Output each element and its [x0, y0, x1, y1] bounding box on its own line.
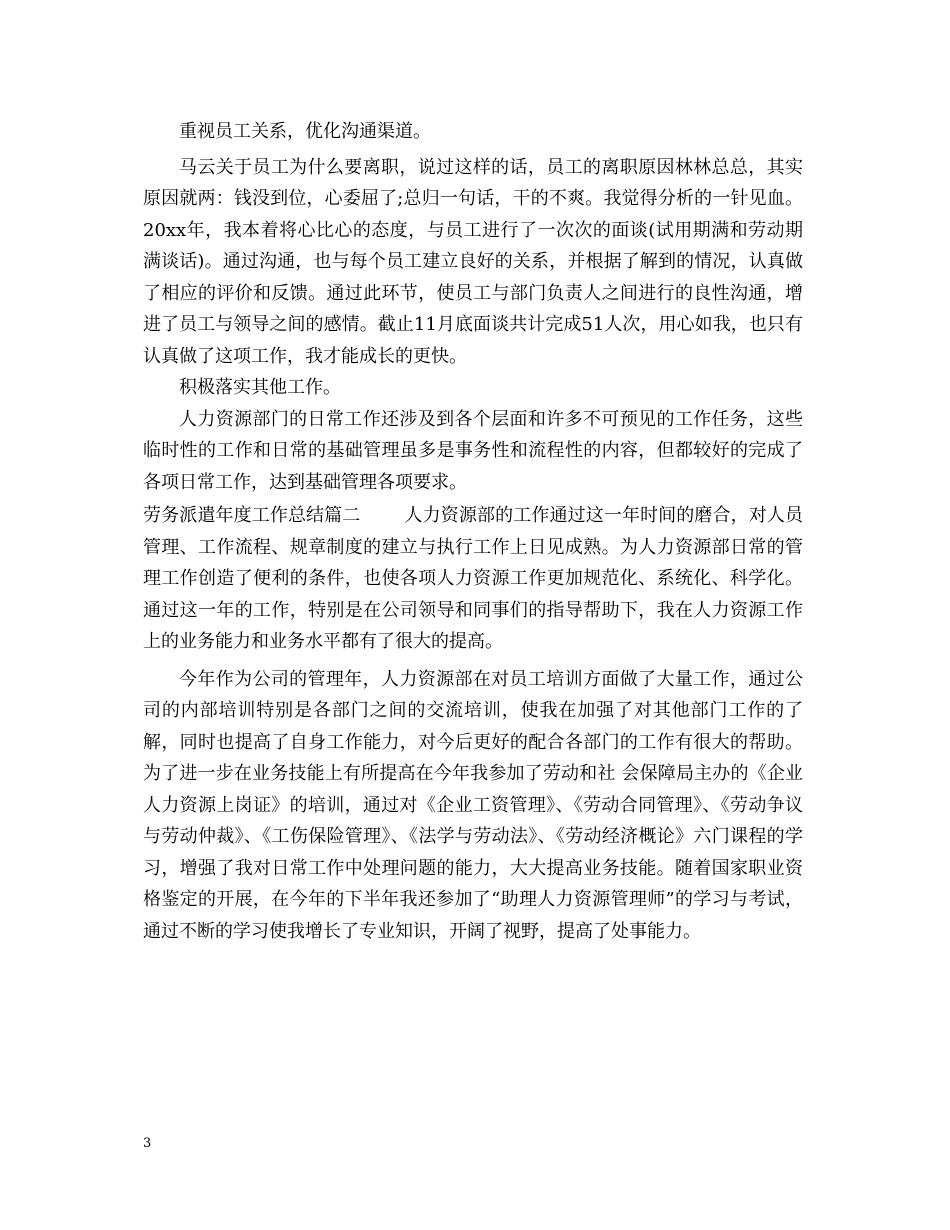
- section-paragraph: [143, 500, 803, 658]
- paragraph-employee-interviews: 马云关于员工为什么要离职，说过这样的话，员工的离职原因林林总总，其实原因就两：钱没到位，心委屈了;总归一句话，干的不爽。我觉得分析的一针见血。20xx年，我本着将心比心的态度，与员工进行了一次次的面谈(试用期满和劳动期满谈话)。通过沟通，也与每个员工建立良好的关系，并根据了解到的情况，认真做了相应的评价和反馈。通过此环节，使员工与部门负责人之间进行的良性沟通，增进了员工与领导之间的感情。截止11月底面谈共计完成51人次，用心如我，也只有认真做了这项工作，我才能成长的更快。: [143, 156, 803, 367]
- paragraph-heading-other-work: 积极落实其他工作。: [179, 377, 341, 398]
- section-title: 劳务派遣年度工作总结篇二: [143, 505, 361, 526]
- paragraph-training: 今年作为公司的管理年，人力资源部在对员工培训方面做了大量工作，通过公司的内部培训特别是各部门之间的交流培训，使我在加强了对其他部门工作的了解，同时也提高了自身工作能力，对今后更好的配合各部门的工作有很大的帮助。为了进一步在业务技能上有所提高在今年我参加了劳动和社 会保障局主办的《企业人力资源上岗证》的培训，通过对《企业工资管理》、《劳动合同管理》、《劳动争议与劳动仲裁》、《工伤保险管理》、《法学与劳动法》、《劳动经济概论》六门课程的学习，增强了我对日常工作中处理问题的能力，大大提高业务技能。随着国家职业资格鉴定的开展，在今年的下半年我还参加了“助理人力资源管理师”的学习与考试，通过不断的学习使我增长了专业知识，开阔了视野，提高了处事能力。: [143, 668, 803, 942]
- section-body: 人力资源部的工作通过这一年时间的磨合，对人员管理、工作流程、规章制度的建立与执行工作上日见成熟。为人力资源部日常的管理工作创造了便利的条件，也使各项人力资源工作更加规范化、系统化、科学化。 通过这一年的工作，特别是在公司领导和同事们的指导帮助下，我在人力资源工作上的业务能力和业务水平都有了很大的提高。: [143, 505, 804, 652]
- paragraph-heading-employee-relations: 重视员工关系，优化沟通渠道。: [179, 121, 431, 142]
- paragraph-daily-work: 人力资源部门的日常工作还涉及到各个层面和许多不可预见的工作任务，这些临时性的工作和日常的基础管理虽多是事务性和流程性的内容，但都较好的完成了各项日常工作，达到基础管理各项要求。: [143, 408, 803, 493]
- page-number: 3: [143, 1136, 152, 1151]
- document-body: [143, 116, 803, 947]
